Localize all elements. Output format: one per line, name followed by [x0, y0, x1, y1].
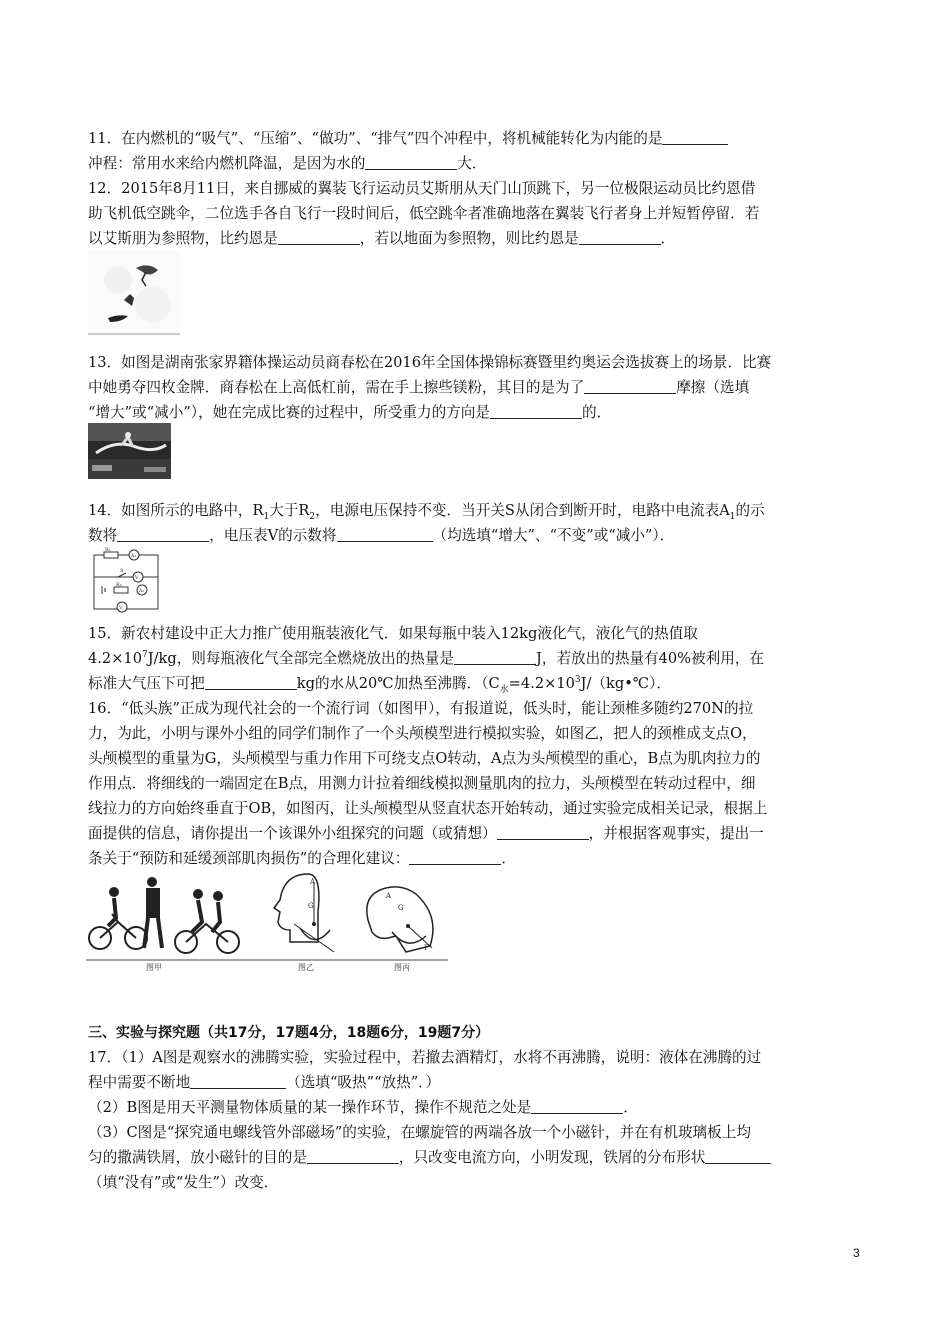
- answer-blank[interactable]: [579, 230, 661, 245]
- caption-jia: 图甲: [146, 963, 162, 972]
- q17-line4: （3）C图是“探究通电螺线管外部磁场”的实验，在螺旋管的两端各放一个小磁针，并在有机玻璃板上均: [88, 1124, 751, 1141]
- head-model-figures: [86, 868, 448, 974]
- q14-line2: 数将 ，电压表V的示数将 （均选填“增大”、“不变”或“减小”）．: [88, 527, 675, 544]
- svg-text:A: A: [310, 878, 316, 886]
- answer-blank[interactable]: [662, 130, 728, 145]
- q16-line7: 条关于“预防和延缓颈部肌肉损伤”的合理化建议： ．: [88, 850, 517, 867]
- q13-line1: 13．如图是湖南张家界籍体操运动员商春松在2016年全国体操锦标赛暨里约奥运会选拔赛上的场景．比赛: [88, 354, 772, 371]
- q11-line2: 冲程：常用水来给内燃机降温，是因为水的 大．: [88, 155, 487, 172]
- answer-blank[interactable]: [117, 527, 209, 542]
- answer-blank[interactable]: [531, 1099, 623, 1114]
- q11-line1: 11．在内燃机的“吸气”、“压缩”、“做功”、“排气”四个冲程中，将机械能转化为内能的是: [88, 128, 728, 150]
- q17-line1: 17．（1）A图是观察水的沸腾实验，实验过程中，若撤去酒精灯，水将不再沸腾，说明：液体在沸腾的过: [88, 1049, 762, 1066]
- answer-blank[interactable]: [205, 675, 297, 690]
- answer-blank[interactable]: [409, 850, 501, 865]
- answer-blank[interactable]: [190, 1074, 286, 1089]
- circuit-label-v-upper: V: [135, 575, 139, 581]
- q15-line2: $4.2\times 10^7J/kg$，则每瓶液化气全部完全燃烧放出的热量是 J，若放出的热量有40%被利用，在: [88, 650, 765, 667]
- q17-line5: 匀的撒满铁屑，放小磁针的目的是 ，只改变电流方向，小明发现，铁屑的分布形状: [88, 1147, 771, 1169]
- caption-yi: 图乙: [298, 963, 314, 972]
- q17-line3: （2）B图是用天平测量物体质量的某一操作环节，操作不规范之处是 ．: [88, 1099, 638, 1116]
- gymnast-photo: [88, 423, 171, 479]
- q16-line5: 线拉力的方向始终垂直于OB，如图丙，让头颅模型从竖直状态开始转动，通过实验完成相关记录，根据上: [88, 800, 768, 817]
- q17-line2: 程中需要不断地 （选填“吸热”“放热”．）: [88, 1074, 441, 1091]
- answer-blank[interactable]: [490, 404, 582, 419]
- q15-line1: 15．新农村建设中正大力推广使用瓶装液化气．如果每瓶中装入12kg液化气，液化气的热值取: [88, 625, 698, 642]
- svg-text:A: A: [386, 892, 392, 900]
- answer-blank[interactable]: [705, 1149, 771, 1164]
- answer-blank[interactable]: [497, 825, 589, 840]
- q16-line6: 面提供的信息，请你提出一个该课外小组探究的问题（或猜想） ，并根据客观事实，提出一: [88, 825, 764, 842]
- q15-line3: 标准大气压下可把 kg的水从20℃加热至沸腾．（$C_水=4.2\times 10^3J/(kg•℃)$．: [88, 675, 672, 695]
- circuit-label-a1: A₁: [131, 554, 137, 559]
- q12-line3: 以艾斯朋为参照物，比约恩是 ，若以地面为参照物，则比约恩是 ．: [88, 230, 676, 247]
- q16-line1: 16．“低头族”正成为现代社会的一个流行词（如图甲），有报道说，低头时，能让颈椎多随约270N的拉: [88, 700, 754, 717]
- q17-line6: （填“没有”或“发生”）改变．: [88, 1174, 279, 1191]
- answer-blank[interactable]: [278, 230, 360, 245]
- circuit-label-r1: R₁: [105, 547, 111, 553]
- answer-blank[interactable]: [584, 379, 676, 394]
- q16-line3: 头颅模型的重量为G，头颅模型与重力作用下可绕支点O转动，A点为头颅模型的重心，B点为肌肉拉力的: [88, 750, 761, 767]
- caption-bing: 图丙: [394, 963, 410, 972]
- q12-line2: 助飞机低空跳伞，二位选手各自飞行一段时间后，低空跳伞者准确地落在翼装飞行者身上并短暂停留．若: [88, 205, 760, 222]
- skydiving-photo: [88, 250, 180, 336]
- svg-text:G: G: [398, 904, 404, 912]
- circuit-label-s: S: [120, 568, 124, 574]
- q16-line2: 力，为此，小明与课外小组的同学们制作了一个头颅模型进行模拟实验，如图乙，把人的颈椎成支点O，: [88, 725, 757, 742]
- q14-line1: 14．如图所示的电路中，$R_1$大于$R_2$，电源电压保持不变．当开关S从闭合到断开时，电路中电流表$A_1$的示: [88, 502, 765, 522]
- circuit-diagram: [88, 547, 166, 617]
- svg-text:G: G: [308, 902, 314, 910]
- answer-blank[interactable]: [454, 650, 536, 665]
- section-heading: 三、实验与探究题（共17分，17题4分，18题6分，19题7分）: [88, 1025, 490, 1041]
- circuit-label-v: V: [119, 605, 123, 611]
- circuit-label-r2: R₂: [116, 582, 122, 588]
- page-number: 3: [853, 1246, 860, 1260]
- q13-line3: “增大”或“减小”），她在完成比赛的过程中，所受重力的方向是 的．: [88, 404, 612, 421]
- circuit-label-a2: A₂: [139, 589, 145, 594]
- answer-blank[interactable]: [365, 155, 457, 170]
- q12-line1: 12．2015年8月11日，来自挪威的翼装飞行运动员艾斯朋从天门山顶跳下，另一位极限运动员比约恩借: [88, 180, 756, 197]
- q16-line4: 作用点．将细线的一端固定在B点，用测力计拉着细线模拟测量肌肉的拉力，头颅模型在转动过程中，细: [88, 775, 756, 792]
- answer-blank[interactable]: [307, 1149, 399, 1164]
- svg-text:F: F: [424, 944, 429, 952]
- answer-blank[interactable]: [337, 527, 433, 542]
- q13-line2: 中她勇夺四枚金牌．商春松在上高低杠前，需在手上擦些镁粉，其目的是为了 摩擦（选填: [88, 379, 750, 396]
